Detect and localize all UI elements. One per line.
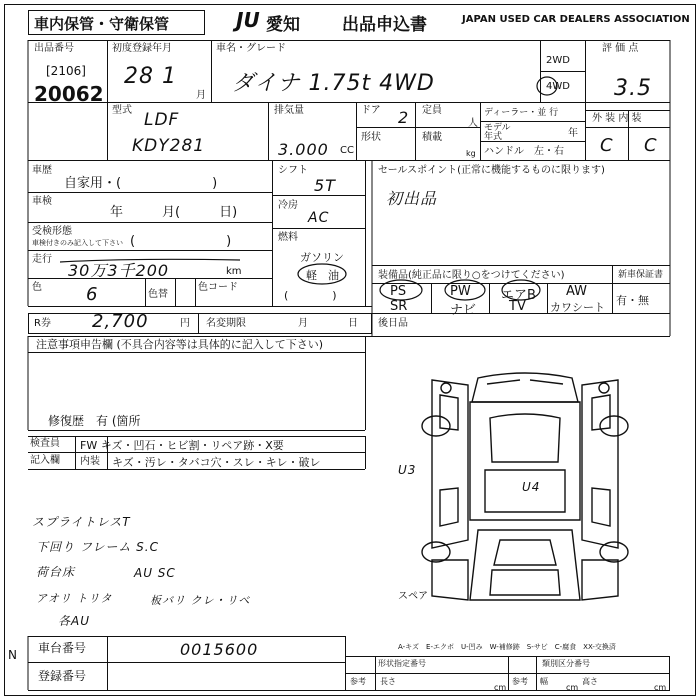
inspector-row-1: FW キズ・凹石・ヒビ割・リペア跡・X要 (80, 439, 284, 452)
score-value: 3.5 (614, 76, 652, 101)
handwritten-note: 板バリ クレ・リベ (150, 594, 251, 607)
registration-value: 28 1 (124, 64, 177, 89)
history-label: 車歴 (32, 165, 52, 176)
receive-note: 車検付きのみ記入して下さい (32, 239, 123, 247)
damage-mark-left: U3 (398, 463, 417, 477)
handwritten-note: スプライトレスT (32, 515, 131, 529)
inspector-label-2: 記入欄 (30, 455, 60, 466)
inspector-label-1: 検査員 (30, 438, 60, 449)
year-unit: 年 (568, 128, 578, 139)
recycle-label: R券 (34, 318, 51, 329)
model-label: 型式 (112, 105, 132, 116)
shape-designation-title: 形状指定番号 (378, 659, 426, 668)
fuel-other: ( ) (284, 289, 337, 302)
car-name-value: ダイナ 1.75t 4WD (232, 71, 435, 96)
exterior-grade: C (600, 135, 614, 156)
length-unit: cm (494, 683, 507, 692)
shape-label: 形状 (361, 132, 381, 143)
color-change-label: 色替 (148, 289, 168, 300)
lot-number: 20062 (34, 82, 104, 106)
color-value: 6 (86, 284, 99, 305)
model-value-1: LDF (144, 110, 180, 130)
history-value: 自家用・( ) (64, 176, 218, 191)
mileage-value: 30万3千200 (68, 261, 170, 280)
registration-label: 初度登録年月 (112, 43, 172, 54)
capacity-unit: 人 (468, 118, 478, 129)
inspector-row-2: キズ・汚レ・タバコ穴・スレ・キレ・破レ (112, 456, 321, 469)
equipment-navi: ナビ (450, 303, 477, 318)
corner-mark: N (8, 648, 17, 662)
form-title: 出品申込書 (342, 15, 427, 35)
ac-label: 冷房 (278, 200, 298, 211)
notes-label: 注意事項申告欄 (不具合内容等は具体的に記入して下さい) (36, 338, 324, 351)
receive-label: 受検形態 (32, 226, 72, 237)
name-change-label: 名変期限 (206, 318, 246, 329)
dealer-label: ディーラー・並 行 (484, 108, 559, 118)
interior-grade: C (644, 135, 658, 156)
doors-value: 2 (398, 108, 410, 127)
aftermarket-label: 後日品 (378, 318, 408, 329)
classification-title: 類別区分番号 (542, 659, 590, 668)
handle-label: ハンドル 左・右 (484, 146, 564, 157)
color-label: 色 (32, 282, 42, 293)
equipment-airbag: エアB (501, 288, 536, 303)
handwritten-note: 下回り フレーム S.C (36, 540, 159, 554)
displacement-value: 3.000 (278, 140, 329, 159)
frame-number-value: 0015600 (180, 640, 259, 659)
mileage-label: 走行 (32, 254, 52, 265)
length-label: 長さ (380, 677, 396, 686)
spare-label: スペア (398, 591, 428, 602)
model-value-2: KDY281 (132, 136, 206, 156)
load-unit: kg (466, 149, 476, 158)
name-change-day: 日 (348, 318, 358, 329)
reference-label: 参考 (512, 677, 528, 686)
recycle-value: 2,700 (92, 311, 149, 332)
ac-value: AC (308, 210, 330, 226)
lot-small: [2106] (46, 64, 86, 78)
doors-label: ドア (361, 105, 381, 116)
color-code-label: 色コード (198, 282, 238, 293)
displacement-unit: CC (340, 145, 354, 156)
equipment-leather: カワシート (550, 301, 605, 314)
load-label: 積載 (422, 132, 442, 143)
equipment-pw: PW (450, 284, 471, 299)
registration-number-label: 登録番号 (38, 669, 87, 683)
shift-value: 5T (314, 176, 336, 195)
storage-stamp: 車内保管・守衛保管 (34, 15, 170, 33)
handwritten-note: アオリ トリタ (36, 592, 113, 605)
handwritten-note: 各AU (58, 614, 90, 628)
score-label: 評 価 点 (602, 43, 639, 54)
recycle-unit: 円 (180, 318, 190, 329)
registration-month-unit: 月 (196, 90, 206, 101)
damage-legend: A-キズ E-エクボ U-凹み W-補修跡 S-サビ C-腐食 XX-交換済 (398, 643, 616, 651)
equipment-label: 装備品(純正品に限り○をつけてください) (378, 270, 565, 281)
equipment-sr: SR (390, 299, 408, 314)
drive-4wd: 4WD (546, 81, 570, 92)
height-unit: cm (654, 683, 667, 692)
lot-number-label: 出品番号 (34, 43, 74, 54)
ju-logo: JU (236, 8, 260, 32)
fuel-label: 燃料 (278, 232, 298, 243)
reference-label: 参考 (350, 677, 366, 686)
mileage-unit: km (226, 266, 242, 277)
name-change-month: 月 (298, 318, 308, 329)
repair-history-label: 修復歴 有 (箇所 (48, 414, 141, 428)
model-year-label: モデル 年式 (484, 123, 511, 142)
inspection-value: 年 月( 日) (110, 205, 238, 220)
warranty-label: 新車保証書 (618, 270, 664, 280)
region-title: 愛知 (266, 15, 300, 35)
receive-value: ( ) (130, 234, 232, 249)
drive-2wd: 2WD (546, 55, 570, 66)
frame-number-label: 車台番号 (38, 641, 87, 655)
exterior-interior-label: 外 装 内 装 (592, 113, 642, 124)
car-name-label: 車名・グレード (216, 43, 286, 54)
association-name: JAPAN USED CAR DEALERS ASSOCIATION (462, 14, 690, 25)
shift-label: シフト (278, 165, 308, 176)
inspector-row-2-label: 内装 (80, 456, 100, 467)
width-label: 幅 (540, 677, 548, 686)
sales-point-label: セールスポイント(正常に機能するものに限ります) (378, 165, 605, 176)
inspection-label: 車検 (32, 196, 52, 207)
handwritten-note: AU SC (134, 566, 176, 580)
sales-point-value: 初出品 (386, 189, 438, 208)
handwritten-note: 荷台床 (36, 565, 76, 579)
equipment-aw: AW (566, 284, 588, 299)
height-label: 高さ (582, 677, 598, 686)
capacity-label: 定員 (422, 105, 442, 116)
equipment-ps: PS (390, 284, 407, 299)
equipment-tv: TV (509, 299, 526, 314)
width-unit: cm (566, 683, 579, 692)
fuel-gasoline: ガソリン (300, 251, 344, 264)
fuel-diesel: 軽 油 (306, 269, 339, 282)
damage-mark-center: U4 (522, 480, 541, 494)
warranty-value: 有・無 (616, 294, 649, 307)
displacement-label: 排気量 (274, 105, 304, 116)
